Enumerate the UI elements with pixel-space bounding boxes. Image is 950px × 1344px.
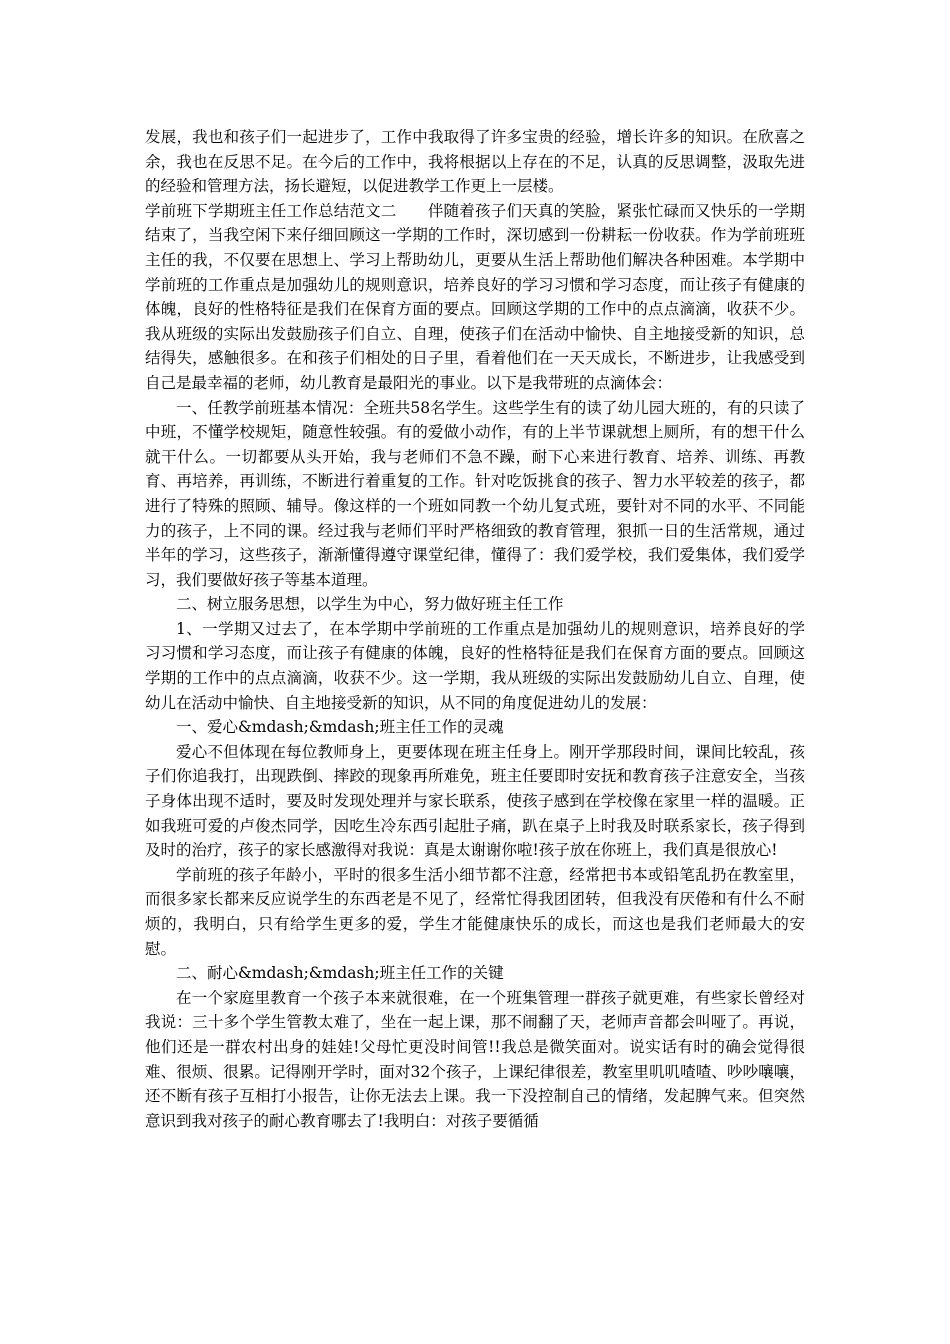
- paragraph-love-heading: 一、爱心&mdash;&mdash;班主任工作的灵魂: [176, 718, 504, 737]
- paragraph-section-1: 一、任教学前班基本情况：全班共58名学生。这些学生有的读了幼儿园大班的，有的只读了中班，不懂学校规矩，随意性较强。有的爱做小动作，有的上半节课就想上厕所，有的想干什么就干什么。一切都要从头开始，我与老师们不急不躁，耐下心来进行教育、培养、训练、再教育、再培养，再训练，不断进行着重复的工作。针对吃饭挑食的孩子、智力水平较差的孩子，都进行了特殊的照顾、辅导。像这样的一个班如同教一个幼儿复式班，要针对不同的水平、不同能力的孩子，上不同的课。经过我与老师们平时严格细致的教育管理，狠抓一日的生活常规，通过半年的学习，这些孩子，渐渐懂得遵守课堂纪律，懂得了：我们爱学校，我们爱集体，我们爱学习，我们要做好孩子等基本道理。: [145, 398, 805, 589]
- paragraph-opening: 伴随着孩子们天真的笑脸，紧张忙碌而又快乐的一学期结束了，当我空闲下来仔细回顾这一学期的工作时，深切感到一份耕耘一份收获。作为学前班班主任的我，不仅要在思想上、学习上帮助幼儿，更要从生活上帮助他们解决各种困难。本学期中学前班的工作重点是加强幼儿的规则意识，培养良好的学习习惯和学习态度，而让孩子有健康的体魄，良好的性格特征是我们在保育方面的要点。回顾这学期的工作中的点点滴滴，收获不少。我从班级的实际出发鼓励孩子们自立、自理，使孩子们在活动中愉快、自主地接受新的知识，总结得失，感触很多。在和孩子们相处的日子里，看着他们在一天天成长，不断进步，让我感受到自己是最幸福的老师，幼儿教育是最阳光的事业。以下是我带班的点滴体会：: [145, 201, 805, 392]
- paragraph-section-2-heading: 二、树立服务思想，以学生为中心，努力做好班主任工作: [176, 595, 564, 614]
- paragraph-love-body-2: 学前班的孩子年龄小，平时的很多生活小细节都不注意，经常把书本或铅笔乱扔在教室里，而很多家长都来反应说学生的东西老是不见了，经常忙得我团团转，但我没有厌倦和有什么不耐烦的，我明白，只有给学生更多的爱，学生才能健康快乐的成长，而这也是我们老师最大的安慰。: [145, 865, 805, 958]
- paragraph-intro: 发展，我也和孩子们一起进步了，工作中我取得了许多宝贵的经验，增长许多的知识。在欣喜之余，我也在反思不足。在今后的工作中，我将根据以上存在的不足，认真的反思调整，汲取先进的经验和管理方法，扬长避短，以促进教学工作更上一层楼。: [145, 128, 805, 196]
- paragraph-patience-heading: 二、耐心&mdash;&mdash;班主任工作的关键: [176, 964, 504, 983]
- paragraph-love-body-1: 爱心不但体现在每位教师身上，更要体现在班主任身上。刚开学那段时间，课间比较乱，孩子们你追我打，出现跌倒、摔跤的现象再所难免，班主任要即时安抚和教育孩子注意安全，当孩子身体出现不适时，要及时发现处理并与家长联系，使孩子感到在学校像在家里一样的温暖。正如我班可爱的卢俊杰同学，因吃生冷东西引起肚子痛，趴在桌子上时我及时联系家长，孩子得到及时的治疗，孩子的家长感激得对我说：真是太谢谢你啦!孩子放在你班上，我们真是很放心!: [145, 742, 805, 860]
- document-page: [145, 125, 805, 1133]
- paragraph-section-2-body: 1、一学期又过去了，在本学期中学前班的工作重点是加强幼儿的规则意识，培养良好的学习习惯和学习态度，而让孩子有健康的体魄，良好的性格特征是我们在保育方面的要点。回顾这学期的工作中的点点滴滴，收获不少。这一学期，我从班级的实际出发鼓励幼儿自立、自理，使幼儿在活动中愉快、自主地接受新的知识，从不同的角度促进幼儿的发展：: [145, 619, 805, 712]
- document-title: 学前班下学期班主任工作总结范文二: [145, 201, 397, 220]
- paragraph-title-and-opening: [145, 199, 805, 396]
- paragraph-patience-body: 在一个家庭里教育一个孩子本来就很难，在一个班集管理一群孩子就更难，有些家长曾经对我说：三十多个学生管教太难了，坐在一起上课，那不闹翻了天，老师声音都会叫哑了。再说，他们还是一群农村出身的娃娃!父母忙更没时间管!!我总是微笑面对。说实话有时的确会觉得很难、很烦、很累。记得刚开学时，面对32个孩子，上课纪律很差，教室里叽叽喳喳、吵吵嚷嚷，还不断有孩子互相打小报告，让你无法去上课。我一下没控制自己的情绪，发起脾气来。但突然意识到我对孩子的耐心教育哪去了!我明白：对孩子要循循: [145, 988, 805, 1130]
